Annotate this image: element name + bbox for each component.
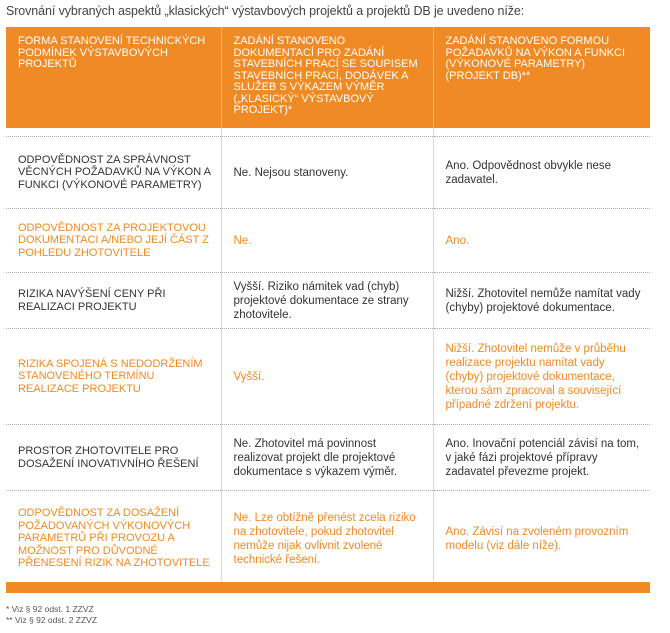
intro-text: Srovnání vybraných aspektů „klasických“ výstavbových projektů a projektů DB je uvedeno níže:: [6, 4, 525, 18]
footer-bar: [6, 582, 650, 593]
row-db: Nižší. Zhotovitel nemůže namítat vady (chyby) projektové dokumentace.: [433, 273, 650, 329]
row-classic: Ne. Lze obtížně přenést zcela riziko na zhotovitele, pokud zhotovitel nemůže nijak ovlivnit zvolené technické řešení.: [221, 491, 433, 587]
table-row: [6, 273, 650, 329]
row-classic: Ne.: [221, 209, 433, 273]
table-row: [6, 425, 650, 491]
row-classic: Ne. Zhotovitel má povinnost realizovat projekt dle projektové dokumentace s výkazem výměr.: [221, 425, 433, 491]
table-row: [6, 209, 650, 273]
table-row: [6, 329, 650, 425]
footnote-2: ** Viz § 92 odst. 2 ZZVZ: [6, 614, 98, 625]
row-db: Ano. Odpovědnost obvykle nese zadavatel.: [433, 137, 650, 209]
row-db: Ano. Závisí na zvoleném provozním modelu (viz dále níže).: [433, 491, 650, 587]
footnote-1: * Viz § 92 odst. 1 ZZVZ: [6, 604, 94, 614]
table-row: [6, 491, 650, 587]
footnotes: [6, 604, 97, 625]
table-header-row: [6, 27, 650, 128]
row-aspect: ODPOVĚDNOST ZA DOSAŽENÍ POŽADOVANÝCH VÝKONOVÝCH PARAMETRŮ PŘI PROVOZU A MOŽNOST PRO DŮVODNÉ PŘENESENÍ RIZIK NA ZHOTOVITELE: [6, 491, 221, 587]
row-db: Ano.: [433, 209, 650, 273]
row-aspect: ODPOVĚDNOST ZA SPRÁVNOST VĚCNÝCH POŽADAVKŮ NA VÝKON A FUNKCI (VÝKONOVÉ PARAMETRY): [6, 137, 221, 209]
row-aspect: RIZIKA NAVÝŠENÍ CENY PŘI REALIZACI PROJEKTU: [6, 273, 221, 329]
row-classic: Ne. Nejsou stanoveny.: [221, 137, 433, 209]
row-aspect: PROSTOR ZHOTOVITELE PRO DOSAŽENÍ INOVATIVNÍHO ŘEŠENÍ: [6, 425, 221, 491]
row-aspect: RIZIKA SPOJENÁ S NEDODRŽENÍM STANOVENÉHO TERMÍNU REALIZACE PROJEKTU: [6, 329, 221, 425]
header-aspect: FORMA STANOVENÍ TECHNICKÝCH PODMÍNEK VÝSTAVBOVÝCH PROJEKTŮ: [6, 27, 221, 128]
table-spacer: [6, 128, 650, 137]
header-classic: ZADÁNÍ STANOVENO DOKUMENTACÍ PRO ZADÁNÍ STAVEBNÍCH PRACÍ SE SOUPISEM STAVEBNÍCH PRACÍ, DODÁVEK A SLUŽEB S VÝKAZEM VÝMĚR („KLASICKÝ“ VÝSTAVBOVÝ PROJEKT)*: [221, 27, 433, 128]
row-aspect: ODPOVĚDNOST ZA PROJEKTOVOU DOKUMENTACI A/NEBO JEJÍ ČÁST Z POHLEDU ZHOTOVITELE: [6, 209, 221, 273]
row-db: Nižší. Zhotovitel nemůže v průběhu realizace projektu namítat vady (chyby) projektové dokumentace, kterou sám zpracoval a související případné zdržení projektu.: [433, 329, 650, 425]
comparison-table: [6, 27, 650, 587]
row-db: Ano. Inovační potenciál závisí na tom, v jaké fázi projektové přípravy zadavatel převezme projekt.: [433, 425, 650, 491]
row-classic: Vyšší.: [221, 329, 433, 425]
table-row: [6, 137, 650, 209]
row-classic: Vyšší. Riziko námitek vad (chyb) projektové dokumentace ze strany zhotovitele.: [221, 273, 433, 329]
header-db: ZADÁNÍ STANOVENO FORMOU POŽADAVKŮ NA VÝKON A FUNKCI (VÝKONOVÉ PARAMETRY) (PROJEKT DB)**: [433, 27, 650, 128]
